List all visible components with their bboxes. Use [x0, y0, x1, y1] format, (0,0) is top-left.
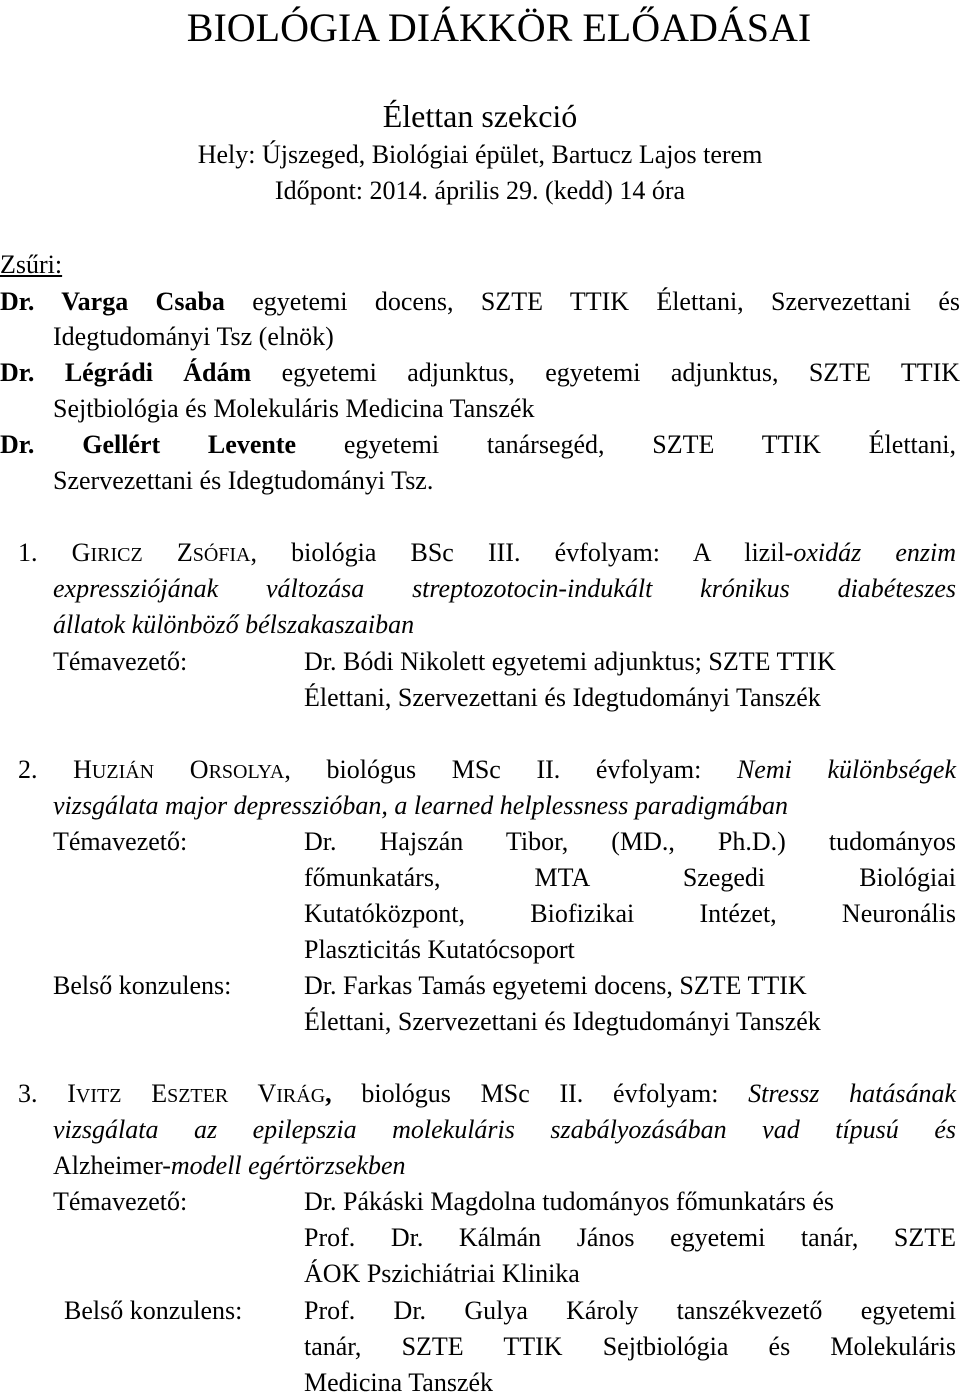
talk-3-internal-cont: tanár, SZTE TTIK Sejtbiológia és Molekuláris	[304, 1332, 956, 1361]
talk-2-title: vizsgálata major depresszióban, a learned helplessness paradigmában	[53, 791, 788, 820]
talk-3-title: vizsgálata az epilepszia molekuláris szabályozásában vad típusú és	[53, 1115, 956, 1144]
jury-member-role: egyetemi docens, SZTE TTIK Élettani, Szervezettani és	[252, 287, 960, 316]
jury-member-3-affiliation: Szervezettani és Idegtudományi Tsz.	[53, 466, 434, 495]
talk-2-supervisor-cont: főmunkatárs, MTA Szegedi Biológiai	[304, 863, 956, 892]
talk-3-internal: Prof. Dr. Gulya Károly tanszékvezető egyetemi	[304, 1296, 956, 1325]
venue-line: Hely: Újszeged, Biológiai épület, Bartucz Lajos terem	[197, 140, 763, 169]
talk-2-supervisor-cont: Kutatóközpont, Biofizikai Intézet, Neuronális	[304, 899, 956, 928]
talk-1-supervisor: Dr. Bódi Nikolett egyetemi adjunktus; SZTE TTIK	[304, 647, 836, 676]
jury-member-role: egyetemi tanársegéd, SZTE TTIK Élettani,	[343, 430, 957, 459]
page-title: BIOLÓGIA DIÁKKÖR ELŐADÁSAI	[186, 5, 812, 50]
talk-2-supervisor: Dr. Hajszán Tibor, (MD., Ph.D.) tudományos	[304, 827, 956, 856]
talk-2-supervisor-cont: Plaszticitás Kutatócsoport	[304, 935, 575, 964]
talk-2-supervisor-label: Témavezető:	[53, 827, 188, 856]
jury-member-1-affiliation: Idegtudományi Tsz (elnök)	[53, 322, 334, 351]
time-line: Időpont: 2014. április 29. (kedd) 14 óra	[274, 176, 686, 205]
section-title: Élettan szekció	[382, 98, 578, 134]
jury-member-role: egyetemi adjunktus, egyetemi adjunktus, SZTE TTIK	[281, 358, 960, 387]
talk-3-supervisor-label: Témavezető:	[53, 1187, 188, 1216]
jury-member-name: Dr. Gellért Levente	[0, 430, 297, 459]
jury-label: Zsűri:	[0, 250, 63, 279]
jury-member-2-affiliation: Sejtbiológia és Molekuláris Medicina Tanszék	[53, 394, 535, 423]
jury-member-2	[0, 358, 960, 388]
presenter-name: GIRICZ ZSÓFIA	[71, 538, 251, 567]
jury-member-3	[0, 430, 956, 460]
presenter-name: HUZIÁN ORSOLYA	[73, 755, 285, 784]
jury-member-1	[0, 287, 960, 317]
talk-1-title-cont: állatok különböző bélszakaszaiban	[53, 610, 415, 639]
talk-2-heading: 2. HUZIÁN ORSOLYA, biológus MSc II. évfolyam: Nemi különbségek	[18, 755, 956, 784]
talk-3-title-cont: Alzheimer-modell egértörzsekben	[53, 1151, 406, 1180]
talk-3-heading: 3. IVITZ ESZTER VIRÁG, biológus MSc II. évfolyam: Stressz hatásának	[18, 1079, 957, 1108]
jury-member-name: Dr. Varga Csaba	[0, 287, 225, 316]
talk-2-internal: Dr. Farkas Tamás egyetemi docens, SZTE TTIK	[304, 971, 807, 1000]
talk-3-supervisor-cont: ÁOK Pszichiátriai Klinika	[304, 1259, 580, 1288]
jury-member-name: Dr. Légrádi Ádám	[0, 358, 252, 387]
presenter-name: IVITZ ESZTER VIRÁG	[67, 1079, 326, 1108]
talk-1-supervisor-cont: Élettani, Szervezettani és Idegtudományi Tanszék	[304, 683, 821, 712]
talk-1-supervisor-label: Témavezető:	[53, 647, 188, 676]
talk-1-heading: 1. GIRICZ ZSÓFIA, biológia BSc III. évfolyam: A lizil-oxidáz enzim	[18, 538, 957, 567]
talk-2-internal-label: Belső konzulens:	[53, 971, 232, 1000]
talk-3-supervisor-cont: Prof. Dr. Kálmán János egyetemi tanár, SZTE	[304, 1223, 956, 1252]
talk-3-supervisor: Dr. Pákáski Magdolna tudományos főmunkatárs és	[304, 1187, 835, 1216]
talk-1-title: expressziójának változása streptozotocin-indukált krónikus diabéteszes	[53, 574, 956, 603]
talk-3-internal-cont: Medicina Tanszék	[304, 1368, 494, 1397]
talk-3-internal-label: Belső konzulens:	[64, 1296, 243, 1325]
talk-2-internal-cont: Élettani, Szervezettani és Idegtudományi Tanszék	[304, 1007, 821, 1036]
